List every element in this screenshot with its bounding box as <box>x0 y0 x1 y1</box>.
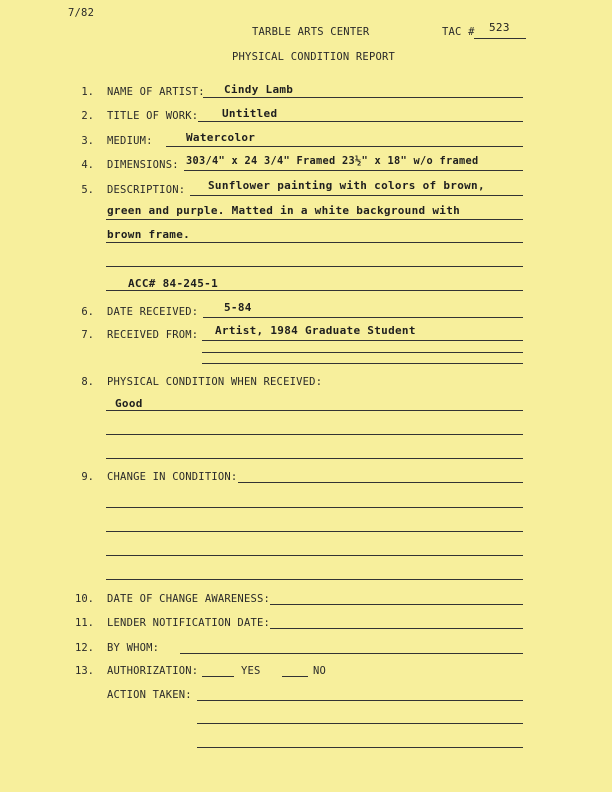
accession-number[interactable]: ACC# 84-245-1 <box>128 277 218 290</box>
authorization-label: AUTHORIZATION: <box>107 665 199 677</box>
dimensions-value[interactable]: 303/4" x 24 3/4" Framed 23½" x 18" w/o framed <box>186 155 479 167</box>
change-underline-2 <box>106 507 523 508</box>
received-from-underline-3 <box>202 363 523 364</box>
medium-label: MEDIUM: <box>107 135 153 147</box>
change-underline-3 <box>106 531 523 532</box>
item-number: 12. <box>75 642 94 654</box>
change-underline-4 <box>106 555 523 556</box>
accession-underline <box>106 290 523 291</box>
form-title: PHYSICAL CONDITION REPORT <box>232 51 396 63</box>
item-number: 5. <box>81 184 94 196</box>
description-label: DESCRIPTION: <box>107 184 186 196</box>
item-number: 4. <box>81 159 94 171</box>
by-whom-underline[interactable] <box>180 653 523 654</box>
date-received-value[interactable]: 5-84 <box>224 301 252 314</box>
item-number: 3. <box>81 135 94 147</box>
by-whom-label: BY WHOM: <box>107 642 160 654</box>
medium-value[interactable]: Watercolor <box>186 131 256 144</box>
change-underline-1[interactable] <box>238 482 523 483</box>
description-line-1[interactable]: Sunflower painting with colors of brown, <box>208 179 485 192</box>
received-from-value[interactable]: Artist, 1984 Graduate Student <box>215 324 416 337</box>
description-line-2[interactable]: green and purple. Matted in a white background with <box>107 204 461 217</box>
received-from-underline-2 <box>202 352 523 353</box>
date-received-underline <box>203 317 523 318</box>
item-number: 11. <box>75 617 94 629</box>
artist-label: NAME OF ARTIST: <box>107 86 205 98</box>
dimensions-underline <box>184 170 523 171</box>
description-underline-4 <box>106 266 523 267</box>
item-number: 7. <box>81 329 94 341</box>
item-number: 13. <box>75 665 94 677</box>
lender-notification-underline[interactable] <box>270 628 523 629</box>
description-underline-3 <box>106 242 523 243</box>
date-received-label: DATE RECEIVED: <box>107 306 199 318</box>
title-label: TITLE OF WORK: <box>107 110 199 122</box>
condition-underline-1 <box>106 410 523 411</box>
condition-underline-2 <box>106 434 523 435</box>
authorization-no-label: NO <box>313 665 327 677</box>
tac-underline <box>474 38 526 39</box>
action-taken-underline-1[interactable] <box>197 700 523 701</box>
description-underline-2 <box>106 219 523 220</box>
description-underline-1 <box>190 195 523 196</box>
organization-name: TARBLE ARTS CENTER <box>252 26 370 38</box>
tac-number[interactable]: 523 <box>489 21 510 34</box>
change-underline-5 <box>106 579 523 580</box>
change-awareness-label: DATE OF CHANGE AWARENESS: <box>107 593 271 605</box>
description-line-3[interactable]: brown frame. <box>107 228 191 241</box>
item-number: 10. <box>75 593 94 605</box>
form-date: 7/82 <box>68 7 95 19</box>
item-number: 9. <box>81 471 94 483</box>
condition-value[interactable]: Good <box>115 397 143 410</box>
artist-underline <box>203 97 523 98</box>
item-number: 2. <box>81 110 94 122</box>
action-taken-underline-2 <box>197 723 523 724</box>
condition-underline-3 <box>106 458 523 459</box>
lender-notification-label: LENDER NOTIFICATION DATE: <box>107 617 271 629</box>
medium-underline <box>166 146 523 147</box>
action-taken-label: ACTION TAKEN: <box>107 689 192 701</box>
authorization-yes-blank[interactable] <box>202 676 234 677</box>
authorization-no-blank[interactable] <box>282 676 308 677</box>
action-taken-underline-3 <box>197 747 523 748</box>
item-number: 6. <box>81 306 94 318</box>
authorization-yes-label: YES <box>241 665 261 677</box>
condition-label: PHYSICAL CONDITION WHEN RECEIVED: <box>107 376 323 388</box>
title-underline <box>198 121 523 122</box>
artist-value[interactable]: Cindy Lamb <box>224 83 294 96</box>
item-number: 1. <box>81 86 94 98</box>
dimensions-label: DIMENSIONS: <box>107 159 179 171</box>
item-number: 8. <box>81 376 94 388</box>
title-value[interactable]: Untitled <box>222 107 278 120</box>
tac-label: TAC # <box>442 26 475 38</box>
received-from-label: RECEIVED FROM: <box>107 329 199 341</box>
received-from-underline-1 <box>202 340 523 341</box>
change-label: CHANGE IN CONDITION: <box>107 471 238 483</box>
change-awareness-underline[interactable] <box>270 604 523 605</box>
